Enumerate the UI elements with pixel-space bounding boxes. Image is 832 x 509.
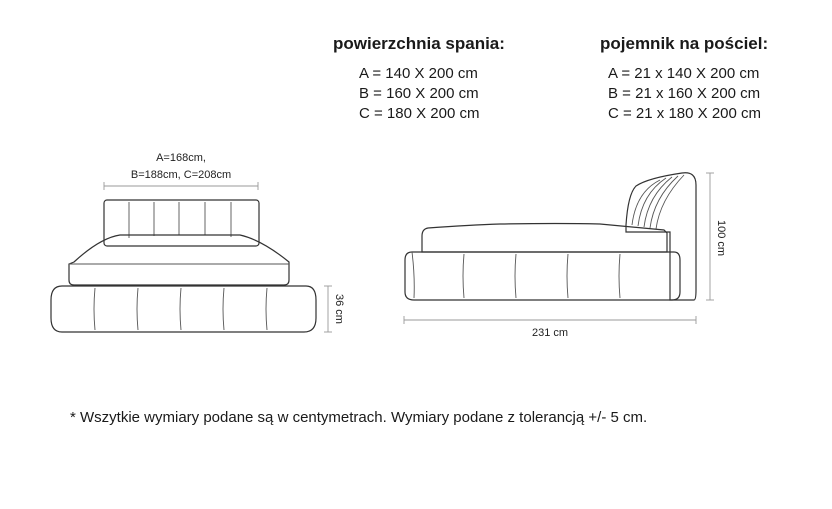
front-base — [51, 286, 316, 332]
bedding-container-size-a: A = 21 x 140 X 200 cm — [608, 65, 760, 82]
side-mattress — [422, 224, 667, 253]
side-headboard — [626, 173, 696, 300]
sleeping-area-size-c: C = 180 X 200 cm — [359, 105, 480, 122]
front-height-label: 36 cm — [333, 294, 345, 324]
sleeping-area-size-b: B = 160 X 200 cm — [359, 85, 479, 102]
sleeping-area-title: powierzchnia spania: — [333, 34, 505, 53]
side-height-dimension — [706, 173, 727, 300]
front-width-dimension — [104, 152, 258, 190]
side-headboard-seams — [632, 175, 684, 229]
bedding-container-size-c: C = 21 x 180 X 200 cm — [608, 105, 762, 122]
front-base-seams — [94, 288, 267, 330]
side-base-seams — [463, 254, 620, 298]
side-height-label: 100 cm — [715, 219, 727, 257]
front-height-dimension — [324, 286, 345, 332]
sleeping-area-size-a: A = 140 X 200 cm — [359, 65, 478, 82]
front-headboard — [104, 200, 259, 246]
dimensions-footnote: * Wszytkie wymiary podane są w centymetrach. Wymiary podane z tolerancją +/- 5 cm. — [70, 409, 648, 426]
front-mattress — [69, 235, 289, 285]
bedding-container-title: pojemnik na pościel: — [600, 34, 769, 53]
front-view-bed — [51, 200, 316, 332]
side-length-label: 231 cm — [531, 327, 569, 339]
front-headboard-seams — [129, 202, 231, 238]
side-length-dimension — [404, 316, 696, 339]
bedding-container-size-b: B = 21 x 160 X 200 cm — [608, 85, 761, 102]
front-width-label-line2: B=188cm, C=208cm — [130, 169, 232, 181]
side-view-bed — [405, 173, 696, 300]
side-base — [405, 252, 680, 300]
front-width-label-line1: A=168cm, — [156, 152, 206, 164]
